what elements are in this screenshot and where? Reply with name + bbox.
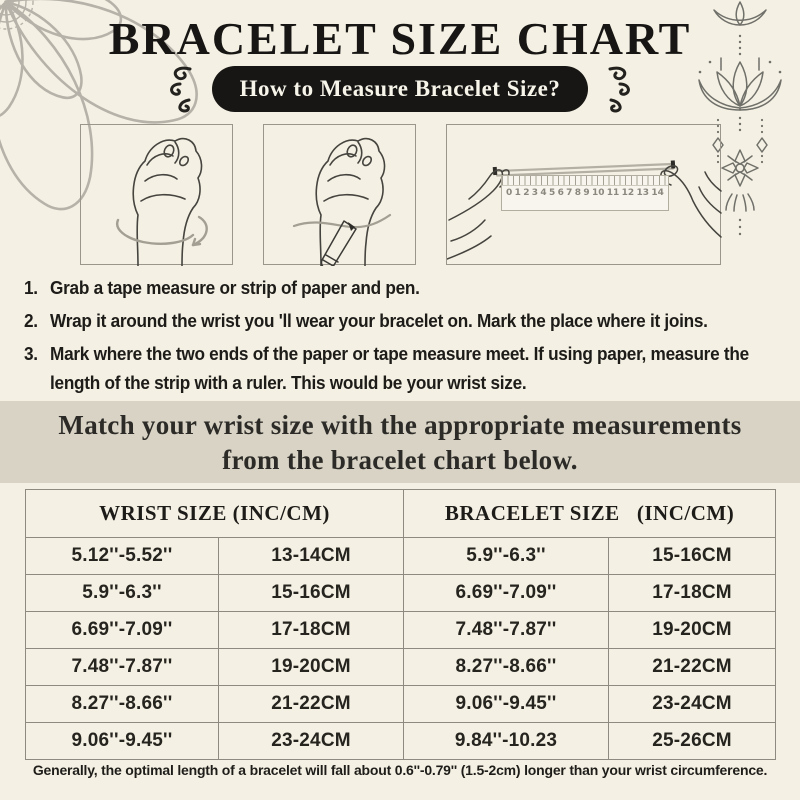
ruler-number: 8 [574, 188, 582, 198]
ruler-ticks [502, 176, 668, 186]
table-cell: 19-20CM [609, 612, 776, 649]
table-cell: 23-24CM [609, 686, 776, 723]
instructions-list [24, 273, 779, 401]
table-cell: 21-22CM [609, 649, 776, 686]
ruler-number: 4 [540, 188, 547, 198]
table-cell: 7.48''-7.87'' [404, 612, 609, 649]
table-cell: 15-16CM [609, 538, 776, 575]
table-cell: 17-18CM [609, 575, 776, 612]
step-number: 1. [24, 277, 38, 298]
table-cell: 19-20CM [219, 649, 404, 686]
subtitle-pill [212, 66, 589, 112]
table-row [26, 612, 776, 649]
table-cell: 9.84''-10.23 [404, 723, 609, 760]
table-cell: 13-14CM [219, 538, 404, 575]
table-header-bracelet-size: BRACELET SIZE (INC/CM) [404, 490, 776, 538]
ruler [501, 175, 669, 211]
table-cell: 6.69''-7.09'' [404, 575, 609, 612]
page-title: BRACELET SIZE CHART [108, 13, 692, 64]
curly-flourish-left-icon [164, 64, 198, 114]
ruler-number: 5 [548, 188, 556, 198]
ruler-number: 14 [651, 188, 664, 198]
table-cell: 17-18CM [219, 612, 404, 649]
size-table-body [26, 538, 776, 760]
table-header-row [26, 490, 776, 538]
subtitle-text: How to Measure Bracelet Size? [239, 76, 561, 101]
table-cell: 21-22CM [219, 686, 404, 723]
table-cell: 5.9''-6.3'' [26, 575, 219, 612]
step-text: Wrap it around the wrist you 'll wear your bracelet on. Mark the place where it joins. [50, 310, 708, 331]
ruler-number: 7 [566, 188, 573, 198]
table-cell: 8.27''-8.66'' [404, 649, 609, 686]
match-banner-line2: from the bracelet chart below. [222, 445, 578, 475]
subtitle-row [0, 64, 800, 114]
match-banner [0, 401, 800, 483]
table-row [26, 686, 776, 723]
instruction-step-3 [24, 339, 779, 397]
step-number: 3. [24, 343, 38, 364]
instruction-step-1 [24, 273, 779, 302]
table-row [26, 575, 776, 612]
ruler-number: 2 [523, 188, 530, 198]
ruler-number: 0 [506, 188, 513, 198]
table-row [26, 723, 776, 760]
footnote: Generally, the optimal length of a bracelet will fall about 0.6''-0.79'' (1.5-2cm) longer than your wrist circumference. [32, 762, 768, 778]
table-row [26, 649, 776, 686]
illustration-measure-ruler [446, 124, 721, 265]
ruler-numbers [502, 186, 668, 198]
table-cell: 25-26CM [609, 723, 776, 760]
ruler-number: 6 [557, 188, 564, 198]
ruler-number: 1 [514, 188, 521, 198]
table-header-wrist-size: WRIST SIZE (INC/CM) [26, 490, 404, 538]
ruler-number: 13 [636, 188, 650, 198]
size-table [25, 489, 776, 760]
table-cell: 8.27''-8.66'' [26, 686, 219, 723]
illustration-mark-wrist [263, 124, 416, 265]
illustration-wrap-tape [80, 124, 233, 265]
step-text: Grab a tape measure or strip of paper and pen. [50, 277, 420, 298]
ruler-number: 9 [583, 188, 590, 198]
ruler-number: 11 [606, 188, 620, 198]
step-number: 2. [24, 310, 38, 331]
table-cell: 5.9''-6.3'' [404, 538, 609, 575]
curly-flourish-right-icon [602, 64, 636, 114]
table-cell: 5.12''-5.52'' [26, 538, 219, 575]
instruction-step-2 [24, 306, 779, 335]
table-cell: 9.06''-9.45'' [26, 723, 219, 760]
fist-with-pen-drawing-icon [264, 125, 417, 266]
fist-with-tape-drawing-icon [81, 125, 234, 266]
ruler-number: 3 [531, 188, 539, 198]
match-banner-line1: Match your wrist size with the appropriate measurements [58, 410, 742, 440]
table-cell: 9.06''-9.45'' [404, 686, 609, 723]
table-cell: 15-16CM [219, 575, 404, 612]
table-cell: 7.48''-7.87'' [26, 649, 219, 686]
table-row [26, 538, 776, 575]
step-text: Mark where the two ends of the paper or tape measure meet. If using paper, measure the length of the strip with a ruler. This would be your wrist size. [50, 343, 749, 393]
ruler-number: 10 [591, 188, 605, 198]
ruler-number: 12 [621, 188, 635, 198]
table-cell: 6.69''-7.09'' [26, 612, 219, 649]
table-cell: 23-24CM [219, 723, 404, 760]
